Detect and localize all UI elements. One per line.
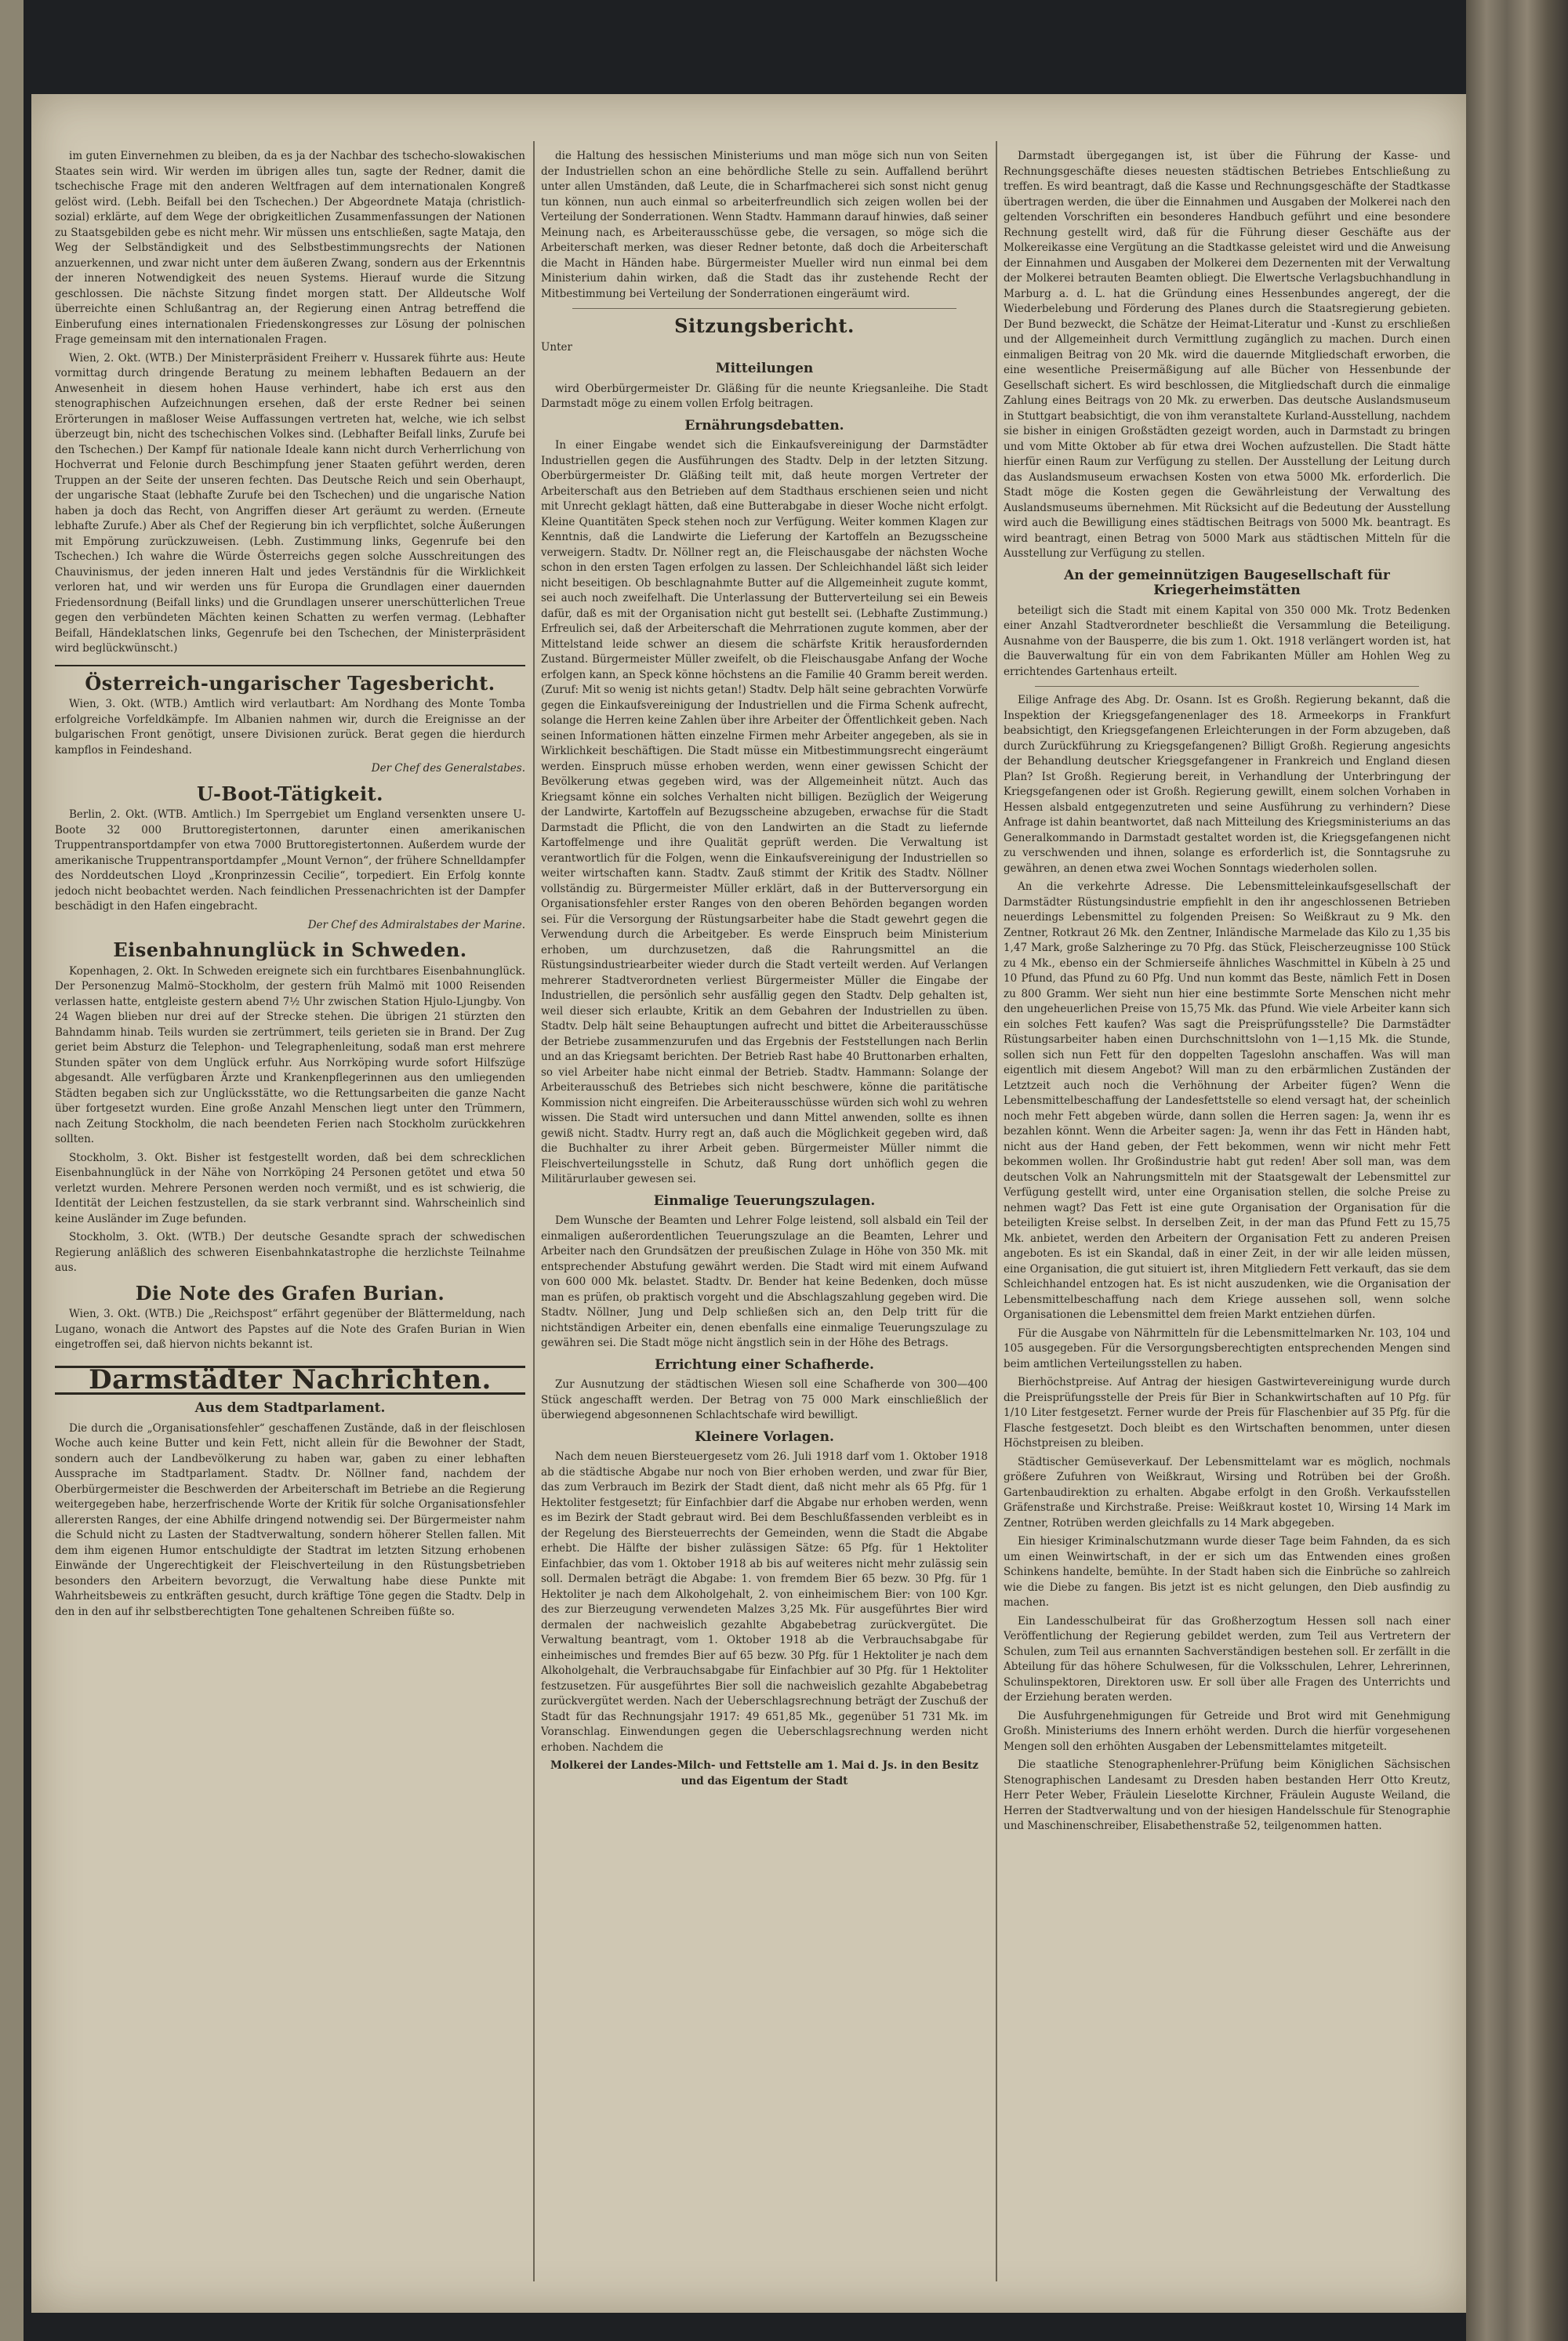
article-paragraph: beteiligt sich die Stadt mit einem Kapital von 350 000 Mk. Trotz Bedenken einer Anzahl Stadtverordneter beschließt die Versammlung die Beteiligung. Ausnahme von der Bausperre, die bis zum 1. Okt. 1918 verlängert worden ist, hat die Bauverwaltung für ein von dem Fabrikanten Müller am Hohlen Weg zu errichtendes Gartenhaus erteilt.	[1004, 604, 1450, 678]
column-divider	[996, 141, 997, 2281]
article-paragraph: Ein Landesschulbeirat für das Großherzogtum Hessen soll nach einer Veröffentlichung der Regierung gebildet werden, zum Teil aus Vertretern der Schulen, zum Teil aus ernannten Sachverständigen bestehen soll. Er zerfällt in die Abteilung für das höhere Schulwesen, für die Volksschulen, Lehrer, Lehrerinnen, Schulinspektoren, Direktoren usw. Er soll über alle Fragen des Unterrichts und der Erziehung beraten werden.	[1004, 1614, 1450, 1704]
article-paragraph: Zur Ausnutzung der städtischen Wiesen soll eine Schafherde von 300—400 Stück angeschafft werden. Der Betrag von 75 000 Mark einschließlich der überwiegend abgesonnenen Schlachtschafe wird bewilligt.	[541, 1378, 988, 1421]
column-3	[1004, 149, 1450, 2281]
divider	[572, 308, 956, 309]
divider	[1035, 686, 1419, 687]
column-1	[55, 149, 525, 2281]
article-paragraph: Die Ausfuhrgenehmigungen für Getreide und Brot wird mit Genehmigung Großh. Ministeriums des Innern erhöht werden. Durch die hierfür vorgesehenen Mengen soll den erhöhten Ausgaben der Lebensmittelamtes mitgeteilt.	[1004, 1709, 1450, 1753]
section-divider	[55, 665, 525, 666]
article-paragraph: Eilige Anfrage des Abg. Dr. Osann. Ist es Großh. Regierung bekannt, daß die Inspektion der Kriegsgefangenenlager des 18. Armeekorps in Frankfurt beabsichtigt, den Kriegsgefangenen Erleichterungen in der Form abzugeben, daß durch Zurückführung zu Kriegsgefangenen? Billigt Großh. Regierung angesichts der Behandlung deutscher Kriegsgefangener in Frankreich und England diesen Plan? Ist Großh. Regierung bereit, in Verhandlung der Unterbringung der Kriegsgefangenen oder ist Großh. Regierung gewillt, einem solchen Vorhaben in Hessen alsbald entgegenzutreten und seine Ausführung zu verhindern? Diese Anfrage ist dahin beantwortet, daß nach Mitteilung des Kriegsministeriums an das Generalkommando in Darmstadt gestaltet worden ist, die Kriegsgefangenen nicht zu verschwenden und ihnen, solange es erforderlich ist, die Sonntagsruhe zu gewähren, an denen etwa zwei Wochen Sonntags wiederholen sollen.	[1004, 694, 1450, 875]
subsection-heading: Kleinere Vorlagen.	[695, 1428, 834, 1445]
article-paragraph: Molkerei der Landes-Milch- und Fettstelle am 1. Mai d. Js. in den Besitz und das Eigentum der Stadt	[550, 1759, 978, 1788]
article-paragraph: Die staatliche Stenographenlehrer-Prüfung beim Königlichen Sächsischen Stenographischen Landesamt zu Dresden haben bestanden Herr Otto Kreutz, Herr Peter Weber, Fräulein Lieselotte Kirchner, Fräulein Auguste Weiland, die Herren der Stadtverwaltung und von der hiesigen Handelsschule für Stenographie und Maschinenschreiber, Elisabethenstraße 52, teilgenommen hatten.	[1004, 1758, 1450, 1832]
signature: Der Chef des Admiralstabes der Marine.	[307, 918, 525, 931]
article-paragraph: wird Oberbürgermeister Dr. Gläßing für die neunte Kriegsanleihe. Die Stadt Darmstadt möge zu einem vollen Erfolg beitragen.	[541, 382, 988, 410]
article-paragraph: Die durch die „Organisationsfehler“ geschaffenen Zustände, daß in der fleischlosen Woche auch keine Butter und kein Fett, nicht allein für die Bewohner der Stadt, sondern auch der Landbevölkerung zu haben war, gaben zu einer lebhaften Aussprache im Stadtparlament. Stadtv. Dr. Nöllner fand, nachdem der Oberbürgermeister die Beschwerden der Arbeiterschaft im Betriebe an die Regierung weitergegeben habe, herzerfrischende Worte der Kritik für solche Organisationsfehler allerersten Ranges, der eine Abhilfe dringend notwendig sei. Der Bürgermeister nahm die Schuld nicht zu Lasten der Stadtverwaltung, sondern höherer Stellen fallen. Mit dem ihm eigenen Humor entschuldigte der Stadtrat im letzten Sitzung erhobenen Einwände der Ungerechtigkeit der Fleischverteilung in den Rüstungsbetrieben besonders den Arbeitern bevorzugt, die Verwaltung habe diese Punkte mit Wahrheitsbeweis zu entkräften gesucht, durch kräftige Töne gegen die Stadtv. Delp in den in den auf ihr selbstberechtigten Tone gehaltenen Schreiben füßte so.	[55, 1421, 525, 1618]
article-paragraph: Stockholm, 3. Okt. Bisher ist festgestellt worden, daß bei dem schrecklichen Eisenbahnunglück in der Nähe von Norrköping 24 Personen getötet und etwa 50 verletzt wurden. Mehrere Personen werden noch vermißt, und es ist schwierig, die Identität der Leichen festzustellen, da sie stark verbrannt sind. Wahrscheinlich sind keine Ausländer im Zuge befunden.	[55, 1151, 525, 1225]
section-heading: Eisenbahnunglück in Schweden.	[113, 938, 467, 961]
article-paragraph: im guten Einvernehmen zu bleiben, da es ja der Nachbar des tschecho-slowakischen Staates sein wird. Wir werden im übrigen alles tun, sagte der Redner, damit die tschechische Frage mit den anderen Weltfragen auf dem internationalen Kongreß gelöst wird. (Lebh. Beifall bei den Tschechen.) Der Abgeordnete Mataja (christlich-sozial) erklärte, auf dem Wege der obrigkeitlichen Zusammenfassungen der Nationen zu Staatsgebilden gebe es nicht mehr. Wir müssen uns entschließen, sagte Mataja, den Weg der Selbständigkeit und des Selbstbestimmungsrechts der Nationen anzuerkennen, und zwar nicht unter dem äußeren Zwang, sondern aus der Erkenntnis der inneren Notwendigkeit des neuen Systems. Hierauf wurde die Sitzung geschlossen. Die nächste Sitzung findet morgen statt. Der Alldeutsche Wolf überreichte einen Schlußantrag an, der Regierung einen Antrag betreffend die Einberufung eines internationalen Friedenskongresses zur Lösung der polnischen Frage gemeinsam mit den internationalen Fragen.	[55, 150, 525, 346]
label: Unter	[541, 340, 572, 354]
article-paragraph: Darmstadt übergegangen ist, ist über die Führung der Kasse- und Rechnungsgeschäfte dieses neuesten städtischen Betriebes Entschließung zu treffen. Es wird beantragt, daß die Kasse und Rechnungsgeschäfte der Stadtkasse übertragen werden, die über die Einnahmen und Ausgaben der Molkerei nach den geltenden Vorschriften ein besonderes Handbuch geführt und eine besondere Rechnung gestellt wird, daß für die Führung dieser Geschäfte aus der Molkereikasse eine Vergütung an die Stadtkasse geleistet wird und die Anweisung der Einnahmen und Ausgaben der Molkerei dem Dezernenten mit der Verwaltung der Molkerei betrauten Beamten obliegt. Die Elwertsche Verlagsbuchhandlung in Marburg a. d. L. hat die Gründung eines Hessenbundes angeregt, der die Wiederbelebung und Förderung des Planes durch die Staatsregierung gebieten. Der Bund bezweckt, die Schätze der Heimat-Literatur und -Kunst zu erschließen und der Allgemeinheit durch Vermittlung zugänglich zu machen. Durch einen einmaligen Beitrag von 20 Mk. wird die dauernde Mitgliedschaft erworben, die eine wesentliche Preisermäßigung auf alle Bücher von Hessenbunde der Gesellschaft sichert. Es wird beschlossen, die Mitgliedschaft durch die einmalige Zahlung eines Beitrags von 20 Mk. zu erwerben. Das deutsche Auslandsmuseum in Stuttgart beabsichtigt, die von ihm veranstaltete Kurland-Ausstellung, nachdem sie bisher in einigen Großstädten gezeigt worden, auch in Darmstadt zu bringen und vom Mitte Oktober ab für etwa drei Wochen aufzustellen. Die Stadt hätte hierfür einen Raum zur Verfügung zu stellen. Der Ausstellung der Leitung durch das Auslandsmuseum erwachsen Kosten von etwa 5000 Mk. erforderlich. Die Stadt möge die Kosten gegen die Gewährleistung der Verwaltung des Auslandsmuseums übernehmen. Mit Rücksicht auf die Bedeutung der Ausstellung wird auch die Bewilligung eines städtischen Beitrags von 5000 Mk. beantragt. Es wird beantragt, einen Betrag von 5000 Mark aus städtischen Mitteln für die Ausstellung zur Verfügung zu stellen.	[1004, 150, 1450, 560]
section-masthead: Darmstädter Nachrichten.	[55, 1366, 525, 1396]
section-heading: Die Note des Grafen Burian.	[135, 1281, 445, 1305]
subsection-heading: Errichtung einer Schafherde.	[655, 1356, 874, 1373]
subsection-heading: Einmalige Teuerungszulagen.	[653, 1192, 876, 1209]
section-heading: Sitzungsbericht.	[674, 314, 855, 337]
article-paragraph: die Haltung des hessischen Ministeriums und man möge sich nun von Seiten der Industriellen schon an eine behördliche Stelle zu sein. Auffallend berührt unter allen Umständen, daß Leute, die in Scharfmacherei sich sonst nicht genug tun können, nun auch einmal so arbeiterfreundlich sich zeigen wollen bei der Verteilung der Sonderrationen. Wenn Stadtv. Hammann darauf hinwies, daß seiner Meinung nach, es Arbeiterausschüsse gebe, die versagen, so möge sich die Arbeiterschaft merken, was dieser Redner betonte, daß doch die Arbeiterschaft die Macht in Händen habe. Bürgermeister Mueller wird nun einmal bei dem Ministerium dahin wirken, daß die Stadt das ihr zustehende Recht der Mitbestimmung bei Verteilung der Sonderrationen eingeräumt wird.	[541, 150, 988, 300]
signature: Der Chef des Generalstabes.	[371, 762, 525, 775]
article-paragraph: Ein hiesiger Kriminalschutzmann wurde dieser Tage beim Fahnden, da es sich um einen Weinwirtschaft, in der er sich um das Entwenden eines großen Schinkens handelte, bemühte. In der Stadt haben sich die Einbrüche so zahlreich wie die Diebe zu fangen. Bis jetzt ist es nicht gelungen, den Dieb ausfindig zu machen.	[1004, 1535, 1450, 1609]
article-paragraph: Kopenhagen, 2. Okt. In Schweden ereignete sich ein furchtbares Eisenbahnunglück. Der Personenzug Malmö–Stockholm, der gestern früh Malmö mit 1000 Reisenden verlassen hatte, entgleiste gestern abend 7½ Uhr zwischen Station Hjulo-Ljungby. Von 24 Wagen blieben nur drei auf der Strecke stehen. Die übrigen 21 stürzten den Bahndamm hinab. Teils wurden sie zertrümmert, teils gerieten sie in Brand. Der Zug geriet beim Absturz die Telephon- und Telegraphenleitung, sodaß man erst mehrere Stunden später von dem Unglück erfuhr. Aus Norrköping wurde sofort Hilfszüge abgesandt. Alle verfügbaren Ärzte und Krankenpflegerinnen aus den umliegenden Städten begaben sich zur Unglücksstätte, wo die Rettungsarbeiten die ganze Nacht über fortgesetzt wurden. Eine große Anzahl Menschen liegt unter den Trümmern, nach Zeitung Stockholm, die nach beendeten Ferien nach Stockholm zurückkehren sollten.	[55, 964, 525, 1145]
subsection-heading: An der gemeinnützigen Baugesellschaft für Kriegerheimstätten	[1064, 567, 1390, 598]
article-paragraph: An die verkehrte Adresse. Die Lebensmitteleinkaufsgesellschaft der Darmstädter Rüstungsindustrie empfiehlt in den ihr angeschlossenen Betrieben neuerdings Lebensmittel zu folgenden Preisen: So Weißkraut zu 9 Mk. den Zentner, Rotkraut 26 Mk. den Zentner, Inländische Marmelade das Kilo zu 1,35 bis 1,47 Mark, große Salzheringe zu 70 Pfg. das Stück, Fleischerzeugnisse 100 Stück zu 4 Mk., ebenso ein der Schmierseife ähnliches Waschmittel in Kübeln à 25 und 10 Pfund, das Pfund zu 60 Pfg. Und nun kommt das Beste, nämlich Fett in Dosen zu 800 Gramm. Wer sieht nun hier eine bestimmte Sorte Menschen nicht mehr den ungeheuerlichen Preise von 15,75 Mk. das Pfund. Wie viele Arbeiter kann sich ein solches Fett kaufen? Was sagt die Preisprüfungsstelle? Die Darmstädter Rüstungsarbeiter haben einen Durchschnittslohn von 1—1,15 Mk. die Stunde, sollen sich nun Fett für den doppelten Tageslohn anschaffen. Was will man eigentlich mit diesem Angebot? Will man zu den erbärmlichen Zuständen der Letztzeit auch noch die Verhöhnung der Arbeiter fügen? Wenn die Lebensmittelbeschaffung der Landesfettstelle so elend versagt hat, der scheinlich noch mehr Fett abgeben würde, dann sollen die Herren sagen: Ja, wenn ihr es bezahlen könnt. Wenn die Arbeiter sagen: Ja, wenn ihr das Fett in Händen habt, nicht aus der Hand geben, der Fett bekommen, wenn wir nicht mehr Fett bekommen wollen. Ihr Großindustrie habt gut reden! Aber soll man, was dem deutschen Volk an Nahrungsmitteln mit der Staatsgewalt der Lebensmittel zur Verfügung gestellt wird, unter eine Organisation stellen, die solche Preise zu nehmen wagt? Das Fett ist eine gute Organisation der Organisation für die beteiligten Kreise selbst. In derselben Zeit, in der man das Pfund Fett zu 15,75 Mk. anbietet, werden den Arbeitern der Organisation Fett zu anderen Preisen angeboten. Es ist ein Skandal, daß in einer Zeit, in der wir alle leiden müssen, eine Organisation, die gut situiert ist, ihren Mitgliedern Fett verkauft, das sie dem Schleichhandel entzogen hat. Es ist nicht auszudenken, wie die Organisation der Lebensmittelbeschaffung nach dem Kriege aussehen soll, wenn solche Organisationen die Lebensmittel dem freien Markt entziehen dürfen.	[1004, 880, 1450, 1321]
article-paragraph: Dem Wunsche der Beamten und Lehrer Folge leistend, soll alsbald ein Teil der einmaligen außerordentlichen Teuerungszulage an die Beamten, Lehrer und Arbeiter nach den Grundsätzen der preußischen Zulage in Höhe von 350 Mk. mit entsprechender Abstufung gewährt werden. Die Stadt wird mit einem Aufwand von 600 000 Mk. belastet. Stadtv. Dr. Bender hat keine Bedenken, doch müsse man es prüfen, ob praktisch vorgeht und die Abschlagszahlung gegeben wird. Die Stadtv. Nöllner, Jung und Delp schließen sich an, den Delp tritt für die nichtständigen Arbeiter ein, denen ebenfalls eine einmalige Teuerungszulage zu gewähren sei. Die Stadt möge nicht ängstlich sein in der Höhe des Betrags.	[541, 1214, 988, 1349]
section-heading: Österreich-ungarischer Tagesbericht.	[85, 671, 495, 695]
article-paragraph: Wien, 2. Okt. (WTB.) Der Ministerpräsident Freiherr v. Hussarek führte aus: Heute vormittag durch dringende Beratung zu meinem lebhaften Bedauern an der Anwesenheit in diesem hohen Hause verhindert, habe ich erst aus den stenographischen Aufzeichnungen ersehen, daß der erste Redner bei seinen Erörterungen in maßloser Weise Auffassungen vertreten hat, welche, wie ich selbst überzeugt bin, nicht des tschechischen Volkes sind. (Lebhafter Beifall links, Zurufe bei den Tschechen.) Der Kampf für nationale Ideale kann nicht durch Verherrlichung von Hochverrat und Felonie durch Beschimpfung jener Staaten geführt werden, deren Truppen an der Seite der unseren fechten. Das Deutsche Reich und sein Oberhaupt, der ungarische Staat (lebhafte Zurufe bei den Tschechen) und die ungarische Nation haben ja doch das Recht, von Angriffen dieser Art geräumt zu werden. (Erneute lebhafte Zurufe.) Aber als Chef der Regierung bin ich verpflichtet, solche Äußerungen mit Empörung zurückzuweisen. (Lebh. Zustimmung links, Gegenrufe bei den Tschechen.) Ich wahre die Würde Österreichs gegen solche Ausschreitungen des Chauvinismus, der jeden inneren Halt und jedes Verständnis für die Wirklichkeit verloren hat, und wir werden uns für Europa die Grundlagen einer dauernden Friedensordnung (Beifall links) und die Grundlagen unserer unerschütterlichen Treue gegen den verbündeten Mächten keinen Schatten zu werfen vermag. (Lebhafter Beifall, Händeklatschen links, Gegenrufe bei den Tschechen, der Ministerpräsident wird beglückwünscht.)	[55, 351, 525, 655]
adjacent-page-edge	[0, 0, 24, 2341]
column-divider	[533, 141, 535, 2281]
subsection-heading: Mitteilungen	[715, 361, 814, 376]
article-paragraph: Wien, 3. Okt. (WTB.) Amtlich wird verlautbart: Am Nordhang des Monte Tomba erfolgreiche Vorfeldkämpfe. Im Albanien nahmen wir, durch die Ereignisse an der bulgarischen Front genötigt, unsere Divisionen zurück. Berat gegen die hierdurch kampflos in Feindeshand.	[55, 698, 525, 757]
book-binding-edge	[1466, 0, 1568, 2341]
article-paragraph: Städtischer Gemüseverkauf. Der Lebensmittelamt war es möglich, nochmals größere Zufuhren von Weißkraut, Wirsing und Rotrüben bei der Großh. Gartenbaudirektion zu erhalten. Abgabe erfolgt in den Großh. Verkaufsstellen Gräfenstraße und Kirchstraße. Preise: Weißkraut kostet 10, Wirsing 14 Mark im Zentner, Rotrüben werden gleichfalls zu 14 Mark abgegeben.	[1004, 1455, 1450, 1530]
section-heading: U-Boot-Tätigkeit.	[196, 782, 384, 805]
column-2	[541, 149, 988, 2281]
article-paragraph: Berlin, 2. Okt. (WTB. Amtlich.) Im Sperrgebiet um England versenkten unsere U-Boote 32 000 Bruttoregistertonnen, darunter einen amerikanischen Truppentransportdampfer von etwa 7000 Bruttoregistertonnen. Außerdem wurde der amerikanische Truppentransportdampfer „Mount Vernon“, der frühere Schnelldampfer des Norddeutschen Lloyd „Kronprinzessin Cecilie“, torpediert. Ein Erfolg konnte jedoch nicht beobachtet werden. Nach feindlichen Pressenachrichten ist der Dampfer beschädigt in den Hafen eingebracht.	[55, 808, 525, 913]
article-paragraph: In einer Eingabe wendet sich die Einkaufsvereinigung der Darmstädter Industriellen gegen die Ausführungen des Stadtv. Delp in der letzten Sitzung. Oberbürgermeister Dr. Gläßing teilt mit, daß heute morgen Vertreter der Arbeiterschaft aus den Betrieben auf dem Stadthaus erschienen seien und nicht mit Unrecht geklagt hätten, daß eine Butterabgabe in dieser Woche nicht erfolgt. Kleine Quantitäten Speck stehen noch zur Verfügung. Weiter kommen Klagen zur Kenntnis, daß die Landwirte die Lieferung der Kartoffeln an Bezugsscheine verweigern. Stadtv. Dr. Nöllner regt an, die Fleischausgabe der nächsten Woche schon in den ersten Tagen erfolgen zu lassen. Der Schleichhandel läßt sich leider nicht beseitigen. Ob beschlagnahmte Butter auf die Allgemeinheit zugute kommt, sei auch noch zweifelhaft. Die Unterlassung der Butterverteilung sei ein Beweis dafür, daß es mit der Organisation nicht gut bestellt sei. (Lebhafte Zustimmung.) Erfreulich sei, daß der Arbeiterschaft die Mehrrationen zugute kommen, aber der Mittelstand leide schwer an diesem die schärfste Kritik herausfordernden Zustand. Bürgermeister Müller zweifelt, ob die Fleischausgabe Anfang der Woche erfolgen kann, an Speck könne höchstens an die Familie 40 Gramm bereit werden. (Zuruf: Mit so wenig ist nichts getan!) Stadtv. Delp hält seine gebrachten Vorwürfe gegen die Einkaufsvereinigung der Industriellen und die Firma Schenk aufrecht, solange die Herren keine Zahlen über ihre Arbeiter der Öffentlichkeit geben. Nach seinen Informationen hätten einzelne Firmen mehr Arbeiter angegeben, als sie in Wirklichkeit beschäftigen. Die Stadt müsse ein Mitbestimmungsrecht eingeräumt werden. Einspruch müsse erhoben werden, wenn einer gewissen Schicht der Bevölkerung etwas gegeben wird, was der Allgemeinheit nützt. Auch das Kriegsamt könne ein solches Verhalten nicht billigen. Bezüglich der Weigerung der Landwirte, Kartoffeln auf Bezugsscheine abzugeben, erwachse für die Stadt Darmstadt die Pflicht, die von den Landwirten an die Stadt zu liefernde Kartoffelmenge und ihre Qualität geprüft werden. Die Verwaltung ist verantwortlich für die Folgen, wenn die Einkaufsvereinigung der Industriellen so weiter wirtschaften kann. Stadtv. Zauß stimmt der Kritik des Stadtv. Nöllner vollständig zu. Bürgermeister Müller erklärt, daß in der Butterversorgung ein Organisationsfehler erster Ranges von den oberen Behörden begangen worden sei. Für die Versorgung der Rüstungsarbeiter habe die Stadt gewehrt gegen die Verwendung durch die Arbeitgeber. Es werde Einspruch beim Ministerium erhoben, um durchzusetzen, daß die Rahrungsmittel an die Rüstungsindustriearbeiter wieder durch die Stadt verteilt werden. Auf Verlangen mehrerer Stadtverordneten verliest Bürgermeister Müller die Eingabe der Industriellen, die persönlich sehr ausfällig gegen den Stadtv. Delp gehalten ist, weil dieser sich erlaubte, Kritik an dem Gebahren der Industriellen zu üben. Stadtv. Delp hält seine Behauptungen aufrecht und bittet die Arbeiterausschüsse der Betriebe zusammenzurufen und das Ergebnis der Feststellungen nach Berlin und an das Kriegsamt berichten. Der Betrieb Rast habe 40 Bruttonarben erhalten, so viel Arbeiter habe nicht einmal der Betrieb. Stadtv. Hammann: Solange der Arbeiterausschuß des Betriebes sich nicht beschwere, könne die paritätische Kommission nicht eingreifen. Die Arbeiterausschüsse würden sich wohl zu wehren wissen. Die Stadt wird untersuchen und dann Mittel anwenden, sollte es ihnen gewiß nicht. Stadtv. Hurry regt an, daß auch die Möglichkeit gegeben wird, daß die Buchhalter zu ihrer Arbeit geben. Bürgermeister Müller nimmt die Fleischverteilungsstelle in Schutz, daß Rung dort unhöflich gegen die Militärurlauber gewesen sei.	[541, 439, 988, 1185]
newspaper-page	[31, 94, 1466, 2313]
article-paragraph: Nach dem neuen Biersteuergesetz vom 26. Juli 1918 darf vom 1. Oktober 1918 ab die städtische Abgabe nur noch von Bier erhoben werden, und zwar für Bier, das zum Verbrauch im Bezirk der Stadt dient, daß nicht mehr als 65 Pfg. für 1 Hektoliter festgesetzt; für Einfachbier darf die Abgabe nur erhoben werden, wenn es im Bezirk der Stadt gebraut wird. Bei dem Beschlußfassenden verbleibt es in der Regelung des Biersteuerrechts der Gemeinden, wenn die Stadt die Abgabe erhebt. Die Hälfte der bisher zulässigen Sätze: 65 Pfg. für 1 Hektoliter Einfachbier, das vom 1. Oktober 1918 ab bis auf weiteres nicht mehr zulässig sein soll. Dermalen beträgt die Abgabe: 1. von fremdem Bier 65 bezw. 30 Pfg. für 1 Hektoliter je nach dem Alkoholgehalt, 2. von einheimischem Bier: von 100 Kgr. des zur Bierzeugung verwendeten Malzes 3,25 Mk. Für ausgeführtes Bier wird dermalen der nachweislich gezahlte Abgabebetrag zurückvergütet. Die Verwaltung beantragt, vom 1. Oktober 1918 ab die Verbrauchsabgabe für einheimisches und fremdes Bier auf 65 bezw. 30 Pfg. für 1 Hektoliter je nach dem Alkoholgehalt, die Verbrauchsabgabe für Einfachbier auf 30 Pfg. für 1 Hektoliter festzusetzen. Für ausgeführtes Bier soll die nachweislich gezahlte Abgabebetrag zurückvergütet werden. Nach der Ueberschlagsrechnung beträgt der Zuschuß der Stadt für das Rechnungsjahr 1917: 49 651,85 Mk., gegenüber 51 731 Mk. im Voranschlag. Einwendungen gegen die Ueberschlagsrechnung werden nicht erhoben. Nachdem die	[541, 1450, 988, 1754]
article-paragraph: Wien, 3. Okt. (WTB.) Die „Reichspost“ erfährt gegenüber der Blättermeldung, nach Lugano, wonach die Antwort des Papstes auf die Note des Grafen Burian in Wien eingetroffen sei, daß hiervon nichts bekannt ist.	[55, 1308, 525, 1351]
subsection-heading: Aus dem Stadtparlament.	[194, 1400, 386, 1416]
article-paragraph: Für die Ausgabe von Nährmitteln für die Lebensmittelmarken Nr. 103, 104 und 105 ausgegeben. Für die Versorgungsberechtigten entsprechenden Mengen sind beim amtlichen Verteilungsstellen zu haben.	[1004, 1327, 1450, 1370]
subsection-heading: Ernährungsdebatten.	[684, 417, 844, 434]
article-paragraph: Bierhöchstpreise. Auf Antrag der hiesigen Gastwirtevereinigung wurde durch die Preisprüfungsstelle der Preis für Bier in Schankwirtschaften auf 10 Pfg. für 1/10 Liter festgesetzt. Ferner wurde der Preis für Flaschenbier auf 35 Pfg. für die Flasche festgesetzt. Doch bleibt es den Wirtschaften benommen, unter diesen Höchstpreisen zu bleiben.	[1004, 1376, 1450, 1450]
article-paragraph: Stockholm, 3. Okt. (WTB.) Der deutsche Gesandte sprach der schwedischen Regierung anläßlich des schweren Eisenbahnkatastrophe die herzlichste Teilnahme aus.	[55, 1231, 525, 1274]
